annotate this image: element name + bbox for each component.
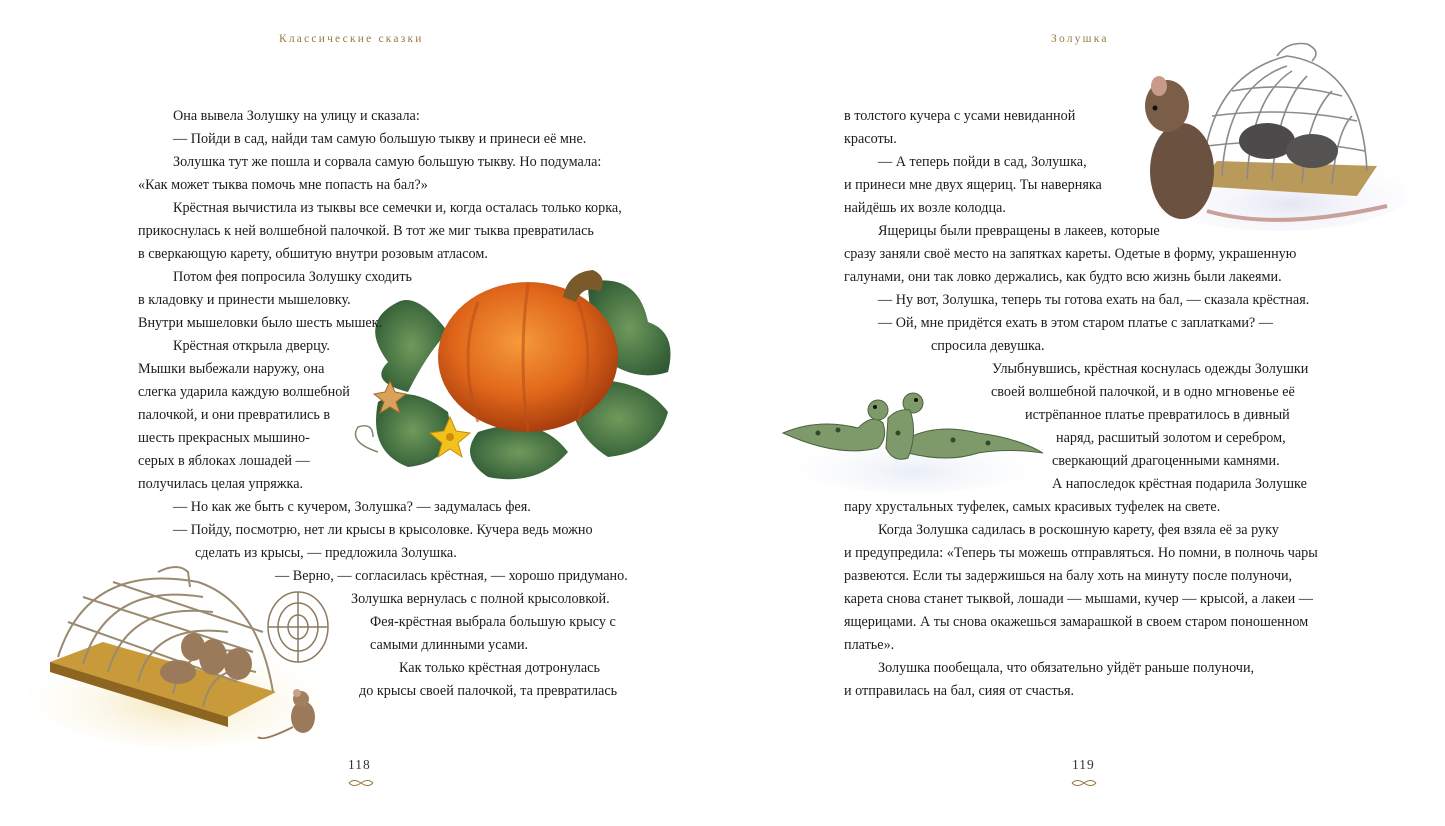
text-line: прикоснулась к ней волшебной палочкой. В тот же миг тыква превратилась	[138, 223, 594, 239]
page-number: 118	[348, 757, 371, 772]
text-line: — Ну вот, Золушка, теперь ты готова ехать на бал, — сказала крёстная.	[878, 292, 1310, 308]
text-line: Улыбнувшись, крёстная коснулась одежды Золушки	[992, 361, 1309, 377]
text-line: и предупредила: «Теперь ты можешь отправляться. Но помни, в полночь чары	[844, 545, 1318, 561]
text-line: слегка ударила каждую волшебной	[138, 384, 350, 400]
text-line: и отправилась на бал, сияя от счастья.	[844, 683, 1075, 699]
text-line: в сверкающую карету, обшитую внутри розовым атласом.	[138, 246, 488, 262]
text-line: Как только крёстная дотронулась	[399, 660, 600, 676]
text-line: и принеси мне двух ящериц. Ты наверняка	[844, 177, 1102, 193]
text-line: развеются. Если ты задержишься на балу хоть на минуту после полуночи,	[844, 568, 1293, 584]
text-line: сделать из крысы, — предложила Золушка.	[195, 545, 457, 561]
ornament-icon	[1070, 778, 1098, 788]
text-line: спросила девушка.	[931, 338, 1045, 354]
left-page	[0, 0, 722, 826]
text-line: получилась целая упряжка.	[138, 476, 304, 492]
right-page	[722, 0, 1445, 826]
text-line: до крысы своей палочкой, та превратилась	[359, 683, 618, 699]
text-line: — Пойди в сад, найди там самую большую тыкву и принеси её мне.	[173, 131, 587, 147]
rat-cage-illustration	[1107, 36, 1407, 236]
text-line: Внутри мышеловки было шесть мышек.	[138, 315, 383, 331]
text-line: Крёстная открыла дверцу.	[173, 338, 330, 354]
text-line: ящерицами. А ты снова окажешься замарашкой в своем старом поношенном	[844, 614, 1309, 630]
text-line: карета снова станет тыквой, лошади — мышами, кучер — крысой, а лакеи —	[844, 591, 1313, 607]
text-line: сразу заняли своё место на запятках кареты. Одетые в форму, украшенную	[844, 246, 1297, 262]
text-line: — Верно, — согласилась крёстная, — хорошо придумано.	[275, 568, 628, 584]
text-line: сверкающий драгоценными камнями.	[1052, 453, 1280, 469]
running-head: Золушка	[1051, 33, 1109, 45]
page-number: 119	[1072, 757, 1095, 772]
text-line: — Пойду, посмотрю, нет ли крысы в крысоловке. Кучера ведь можно	[173, 522, 593, 538]
text-line: палочкой, и они превратились в	[138, 407, 331, 423]
text-line: Золушка тут же пошла и сорвала самую большую тыкву. Но подумала:	[173, 154, 602, 170]
text-line: Фея-крёстная выбрала большую крысу с	[370, 614, 616, 630]
text-line: в кладовку и принести мышеловку.	[138, 292, 351, 308]
text-line: галунами, они так ловко держались, как будто всю жизнь были лакеями.	[844, 269, 1282, 285]
text-line: Ящерицы были превращены в лакеев, которые	[878, 223, 1160, 239]
text-line: «Как может тыква помочь мне попасть на бал?»	[138, 177, 428, 193]
text-line: Крёстная вычистила из тыквы все семечки и, когда осталась только корка,	[173, 200, 622, 216]
text-line: — Ой, мне придётся ехать в этом старом платье с заплатками? —	[878, 315, 1273, 331]
text-line: — Но как же быть с кучером, Золушка? — задумалась фея.	[173, 499, 531, 515]
text-line: наряд, расшитый золотом и серебром,	[1056, 430, 1286, 446]
text-line: истрёпанное платье превратилось в дивный	[1025, 407, 1290, 423]
text-line: Потом фея попросила Золушку сходить	[173, 269, 412, 285]
text-line: серых в яблоках лошадей —	[138, 453, 310, 469]
running-head: Классические сказки	[279, 33, 424, 45]
text-line: А напоследок крёстная подарила Золушке	[1052, 476, 1307, 492]
text-line: Мышки выбежали наружу, она	[138, 361, 325, 377]
text-line: Золушка пообещала, что обязательно уйдёт раньше полуночи,	[878, 660, 1255, 676]
text-line: самыми длинными усами.	[370, 637, 529, 653]
ornament-icon	[347, 778, 375, 788]
text-line: в толстого кучера с усами невиданной	[844, 108, 1076, 124]
text-line: найдёшь их возле колодца.	[844, 200, 1006, 216]
text-line: Она вывела Золушку на улицу и сказала:	[173, 108, 420, 124]
text-line: Когда Золушка садилась в роскошную карету, фея взяла её за руку	[878, 522, 1279, 538]
text-line: шесть прекрасных мышино-	[138, 430, 310, 446]
text-line: платье».	[844, 637, 895, 653]
text-line: пару хрустальных туфелек, самых красивых туфелек на свете.	[844, 499, 1221, 515]
text-line: своей волшебной палочкой, и в одно мгновенье её	[991, 384, 1295, 400]
text-line: Золушка вернулась с полной крысоловкой.	[351, 591, 610, 607]
text-line: красоты.	[844, 131, 897, 147]
text-line: — А теперь пойди в сад, Золушка,	[878, 154, 1087, 170]
pumpkin-illustration	[338, 262, 683, 492]
